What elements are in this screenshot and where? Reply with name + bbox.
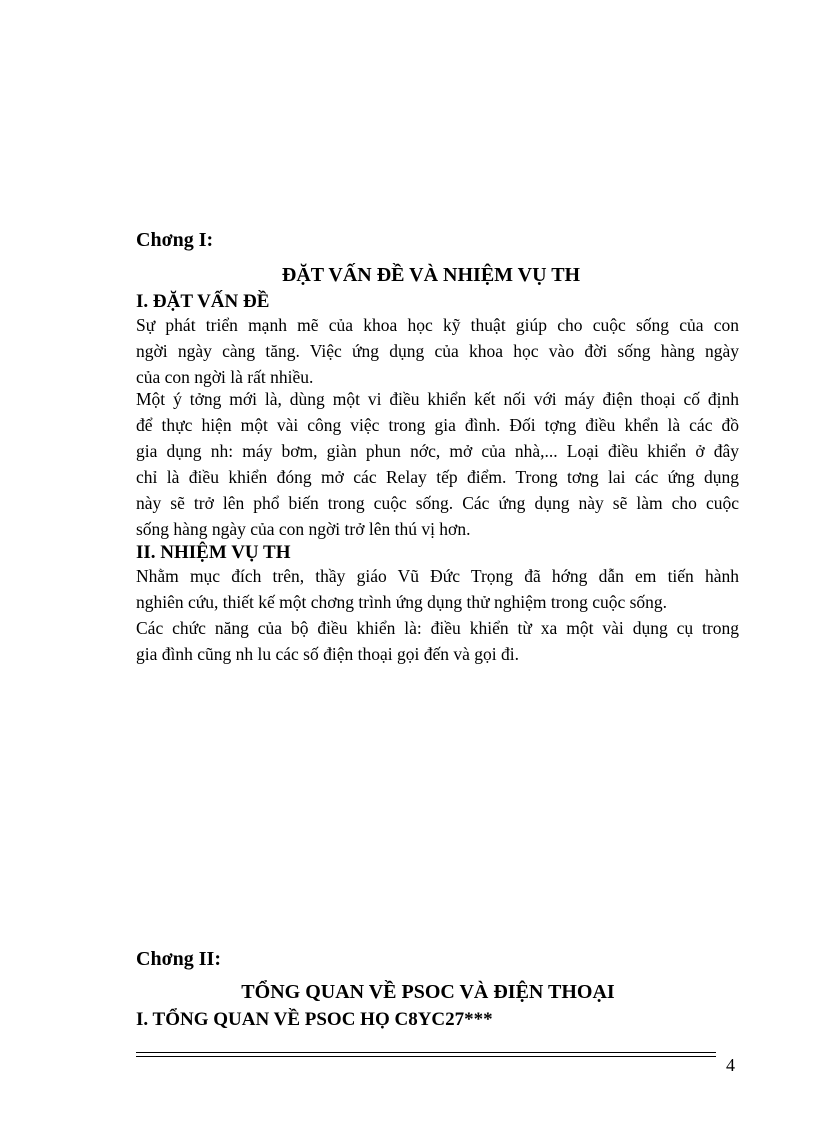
text-line: gia đình cũng nh lu các số điện thoại gọi đến và gọi đi. (136, 644, 519, 664)
text-line: gia dụng nh: máy bơm, giàn phun nớc, mở của nhà,... Loại điều khiển ở đây (136, 441, 739, 461)
text-line: của con ngời là rất nhiều. (136, 367, 314, 387)
text-line: để thực hiện một vài công việc trong gia đình. Đối tợng điều khển là các đồ (136, 415, 739, 435)
chapter-2-title: TỔNG QUAN VỀ PSOC VÀ ĐIỆN THOẠI (241, 981, 615, 1003)
chapter-2-label: Chơng II: (136, 948, 221, 970)
text-line: Các chức năng của bộ điều khiển là: điều khiển từ xa một vài dụng cụ trong (136, 618, 739, 638)
footer-rule-top (136, 1052, 716, 1053)
text-line: sống hàng ngày của con ngời trở lên thú vị hơn. (136, 519, 471, 539)
section-1-paragraph-1 (136, 312, 739, 390)
chapter-1-label: Chơng I: (136, 229, 214, 251)
chapter-2-section-1-heading: I. TỔNG QUAN VỀ PSOC HỌ C8YC27*** (136, 1009, 493, 1030)
text-line: chỉ là điều khiển đóng mở các Relay tếp điểm. Trong tơng lai các ứng dụng (136, 467, 739, 487)
text-line: này sẽ trở lên phổ biến trong cuộc sống. Các ứng dụng này sẽ làm cho cuộc (136, 493, 739, 513)
text-line: nghiên cứu, thiết kế một chơng trình ứng dụng thử nghiệm trong cuộc sống. (136, 592, 668, 612)
text-line: Nhằm mục đích trên, thầy giáo Vũ Đức Trọng đã hớng dẫn em tiến hành (136, 566, 739, 586)
text-line: Sự phát triển mạnh mẽ của khoa học kỹ thuật giúp cho cuộc sống của con (136, 315, 739, 335)
section-2-paragraph-1 (136, 563, 739, 615)
section-1-heading: I. ĐẶT VẤN ĐỀ (136, 291, 270, 312)
section-2-heading: II. NHIỆM VỤ TH (136, 542, 291, 563)
text-line: Một ý tởng mới là, dùng một vi điều khiển kết nối với máy điện thoại cố định (136, 389, 739, 409)
chapter-1-title: ĐẶT VẤN ĐỀ VÀ NHIỆM VỤ TH (281, 264, 581, 286)
footer-rule-bottom (136, 1056, 716, 1057)
page-number: 4 (726, 1055, 735, 1075)
section-2-paragraph-2 (136, 615, 739, 667)
text-line: ngời ngày càng tăng. Việc ứng dụng của khoa học vào đời sống hàng ngày (136, 341, 739, 361)
section-1-paragraph-2 (136, 386, 739, 542)
